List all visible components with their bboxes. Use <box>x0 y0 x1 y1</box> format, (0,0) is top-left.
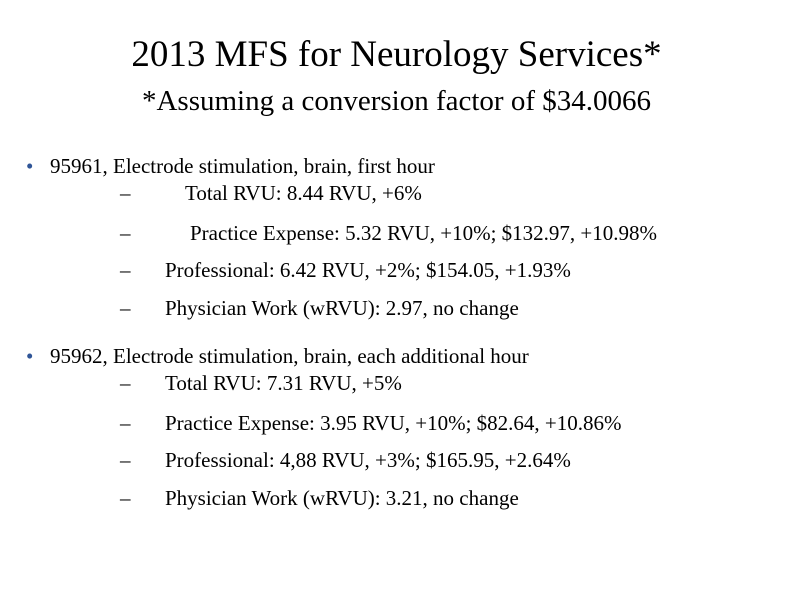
sub-item-dash: – <box>120 221 131 245</box>
sub-item-text: Total RVU: 7.31 RVU, +5% <box>165 371 402 395</box>
sub-item-dash: – <box>120 486 131 510</box>
sub-item-text: Professional: 6.42 RVU, +2%; $154.05, +1.93% <box>165 258 571 282</box>
sub-item-dash: – <box>120 411 131 435</box>
bullet-icon: • <box>26 344 34 368</box>
sub-item-text: Physician Work (wRVU): 2.97, no change <box>165 296 519 320</box>
sub-item-dash: – <box>120 181 131 205</box>
sub-item-text: Total RVU: 8.44 RVU, +6% <box>185 181 422 205</box>
sub-item-text: Practice Expense: 5.32 RVU, +10%; $132.97, +10.98% <box>190 221 658 245</box>
slide-subtitle: *Assuming a conversion factor of $34.0066 <box>141 85 651 117</box>
sub-item-dash: – <box>120 258 131 282</box>
slide-title: 2013 MFS for Neurology Services* <box>131 34 662 75</box>
bullet-item-95961 <box>26 153 435 179</box>
bullet-item-95962 <box>26 343 529 369</box>
sub-item-text: Physician Work (wRVU): 3.21, no change <box>165 486 519 510</box>
bullet-icon: • <box>26 154 34 178</box>
sub-item-dash: – <box>120 448 131 472</box>
sub-item-text: Professional: 4,88 RVU, +3%; $165.95, +2.64% <box>165 448 571 472</box>
sub-item-dash: – <box>120 371 131 395</box>
bullet-text: 95961, Electrode stimulation, brain, first hour <box>50 154 435 178</box>
sub-item-text: Practice Expense: 3.95 RVU, +10%; $82.64, +10.86% <box>165 411 622 435</box>
bullet-text: 95962, Electrode stimulation, brain, each additional hour <box>50 344 529 368</box>
sub-item-dash: – <box>120 296 131 320</box>
